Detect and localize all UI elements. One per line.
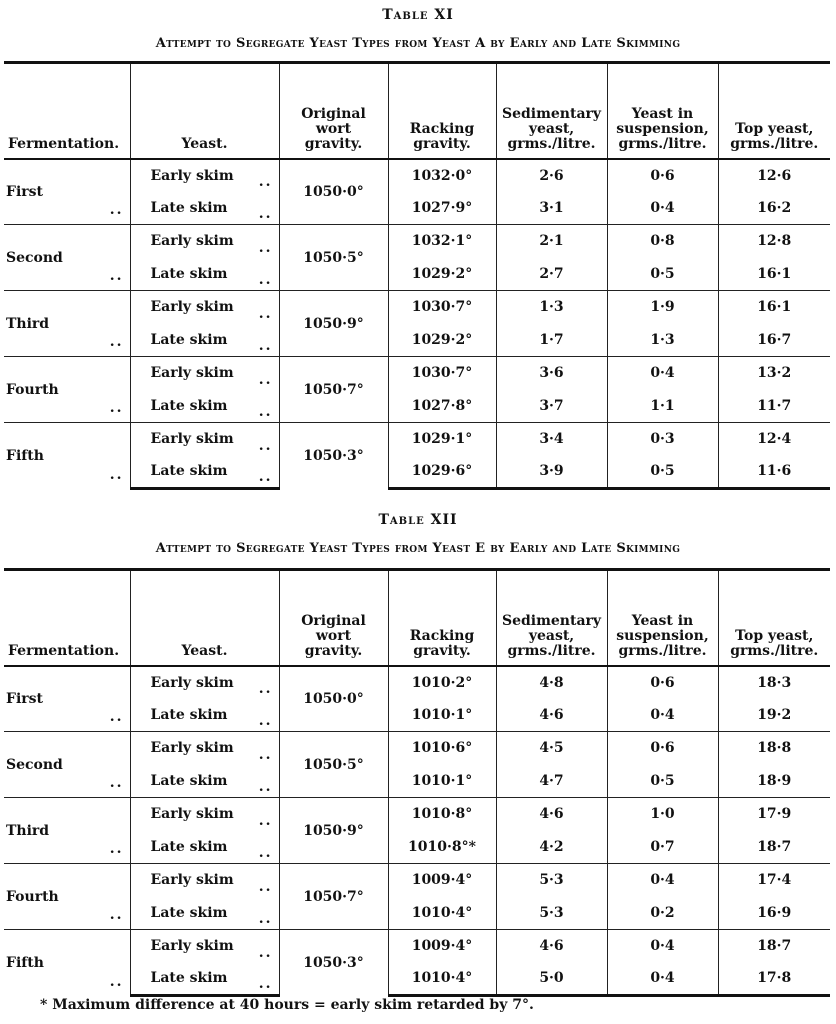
- racking-gravity-cell: 1009·4°: [388, 930, 496, 963]
- top-yeast-cell: 12·6: [718, 159, 830, 192]
- table-row: [4, 666, 830, 699]
- racking-gravity-cell: 1029·1°: [388, 423, 496, 456]
- sedimentary-cell: 4·6: [496, 930, 607, 963]
- sedimentary-cell: 4·2: [496, 831, 607, 864]
- sedimentary-cell: 5·0: [496, 963, 607, 996]
- fermentation-cell: Fifth ..: [4, 423, 130, 489]
- table-row: [4, 291, 830, 324]
- original-gravity-cell: 1050·0°: [279, 666, 388, 732]
- header-sedimentary-yeast: Sedimentary yeast, grms./litre.: [496, 63, 607, 159]
- suspension-cell: 0·3: [607, 423, 718, 456]
- table-xii-subtitle: Attempt to Segregate Yeast Types from Yeast E by Early and Late Skimming: [155, 541, 681, 556]
- header-top-yeast: Top yeast, grms./litre.: [718, 63, 830, 159]
- suspension-cell: 0·8: [607, 225, 718, 258]
- top-yeast-cell: 12·4: [718, 423, 830, 456]
- racking-gravity-cell: 1032·1°: [388, 225, 496, 258]
- top-yeast-cell: 16·9: [718, 897, 830, 930]
- racking-gravity-cell: 1010·1°: [388, 699, 496, 732]
- original-gravity-cell: 1050·3°: [279, 423, 388, 489]
- top-yeast-cell: 17·4: [718, 864, 830, 897]
- suspension-cell: 0·4: [607, 192, 718, 225]
- sedimentary-cell: 1·3: [496, 291, 607, 324]
- yeast-cell: Early skim ..: [130, 798, 279, 831]
- top-yeast-cell: 18·9: [718, 765, 830, 798]
- top-yeast-cell: 18·7: [718, 831, 830, 864]
- fermentation-cell: Second ..: [4, 732, 130, 798]
- header-yeast-in-suspension: Yeast in suspension, grms./litre.: [607, 63, 718, 159]
- suspension-cell: 0·4: [607, 699, 718, 732]
- table-xii-title: Table XII: [378, 512, 458, 528]
- table-row: [4, 798, 830, 831]
- top-yeast-cell: 12·8: [718, 225, 830, 258]
- sedimentary-cell: 3·4: [496, 423, 607, 456]
- original-gravity-cell: 1050·7°: [279, 864, 388, 930]
- top-yeast-cell: 18·7: [718, 930, 830, 963]
- suspension-cell: 0·4: [607, 357, 718, 390]
- racking-gravity-cell: 1027·8°: [388, 390, 496, 423]
- header-fermentation: Fermentation.: [4, 570, 130, 666]
- fermentation-cell: Second ..: [4, 225, 130, 291]
- header-top-yeast: Top yeast, grms./litre.: [718, 570, 830, 666]
- original-gravity-cell: 1050·9°: [279, 798, 388, 864]
- suspension-cell: 0·4: [607, 930, 718, 963]
- yeast-cell: Late skim ..: [130, 831, 279, 864]
- yeast-cell: Late skim ..: [130, 765, 279, 798]
- suspension-cell: 0·4: [607, 963, 718, 996]
- racking-gravity-cell: 1010·8°: [388, 798, 496, 831]
- top-yeast-cell: 11·7: [718, 390, 830, 423]
- yeast-cell: Late skim ..: [130, 324, 279, 357]
- yeast-cell: Late skim ..: [130, 390, 279, 423]
- fermentation-cell: First ..: [4, 666, 130, 732]
- sedimentary-cell: 1·7: [496, 324, 607, 357]
- yeast-cell: Early skim ..: [130, 357, 279, 390]
- table-row: [4, 357, 830, 390]
- yeast-cell: Late skim ..: [130, 963, 279, 996]
- original-gravity-cell: 1050·9°: [279, 291, 388, 357]
- original-gravity-cell: 1050·3°: [279, 930, 388, 996]
- yeast-cell: Late skim ..: [130, 192, 279, 225]
- header-fermentation: Fermentation.: [4, 63, 130, 159]
- racking-gravity-cell: 1027·9°: [388, 192, 496, 225]
- top-yeast-cell: 16·1: [718, 291, 830, 324]
- top-yeast-cell: 13·2: [718, 357, 830, 390]
- suspension-cell: 0·4: [607, 864, 718, 897]
- racking-gravity-cell: 1029·6°: [388, 456, 496, 489]
- header-sedimentary-yeast: Sedimentary yeast, grms./litre.: [496, 570, 607, 666]
- header-original-wort-gravity: Original wort gravity.: [279, 63, 388, 159]
- table-row: [4, 930, 830, 963]
- yeast-cell: Early skim ..: [130, 732, 279, 765]
- header-yeast-in-suspension: Yeast in suspension, grms./litre.: [607, 570, 718, 666]
- table-xi-header-row: [4, 63, 830, 159]
- top-yeast-cell: 18·8: [718, 732, 830, 765]
- yeast-cell: Early skim ..: [130, 423, 279, 456]
- suspension-cell: 0·6: [607, 666, 718, 699]
- fermentation-cell: Third ..: [4, 798, 130, 864]
- footnote: * Maximum difference at 40 hours = early skim retarded by 7°.: [40, 997, 534, 1013]
- racking-gravity-cell: 1010·4°: [388, 963, 496, 996]
- sedimentary-cell: 3·1: [496, 192, 607, 225]
- top-yeast-cell: 17·9: [718, 798, 830, 831]
- header-racking-gravity: Racking gravity.: [388, 570, 496, 666]
- original-gravity-cell: 1050·5°: [279, 732, 388, 798]
- original-gravity-cell: 1050·5°: [279, 225, 388, 291]
- table-xii-header-row: [4, 570, 830, 666]
- suspension-cell: 0·7: [607, 831, 718, 864]
- table-xii: [4, 568, 830, 997]
- suspension-cell: 0·6: [607, 159, 718, 192]
- original-gravity-cell: 1050·7°: [279, 357, 388, 423]
- yeast-cell: Late skim ..: [130, 258, 279, 291]
- suspension-cell: 0·2: [607, 897, 718, 930]
- suspension-cell: 1·0: [607, 798, 718, 831]
- sedimentary-cell: 2·6: [496, 159, 607, 192]
- sedimentary-cell: 3·7: [496, 390, 607, 423]
- header-original-wort-gravity: Original wort gravity.: [279, 570, 388, 666]
- racking-gravity-cell: 1010·8°*: [388, 831, 496, 864]
- sedimentary-cell: 4·8: [496, 666, 607, 699]
- header-racking-gravity: Racking gravity.: [388, 63, 496, 159]
- racking-gravity-cell: 1010·4°: [388, 897, 496, 930]
- header-yeast: Yeast.: [130, 570, 279, 666]
- suspension-cell: 0·5: [607, 456, 718, 489]
- table-row: [4, 225, 830, 258]
- sedimentary-cell: 4·7: [496, 765, 607, 798]
- top-yeast-cell: 11·6: [718, 456, 830, 489]
- yeast-cell: Late skim ..: [130, 897, 279, 930]
- header-yeast: Yeast.: [130, 63, 279, 159]
- fermentation-cell: Fourth ..: [4, 357, 130, 423]
- original-gravity-cell: 1050·0°: [279, 159, 388, 225]
- top-yeast-cell: 17·8: [718, 963, 830, 996]
- table-row: [4, 159, 830, 192]
- suspension-cell: 1·9: [607, 291, 718, 324]
- top-yeast-cell: 16·1: [718, 258, 830, 291]
- suspension-cell: 0·6: [607, 732, 718, 765]
- yeast-cell: Early skim ..: [130, 666, 279, 699]
- racking-gravity-cell: 1010·6°: [388, 732, 496, 765]
- yeast-cell: Late skim ..: [130, 456, 279, 489]
- fermentation-cell: Third ..: [4, 291, 130, 357]
- sedimentary-cell: 4·6: [496, 699, 607, 732]
- table-row: [4, 732, 830, 765]
- racking-gravity-cell: 1032·0°: [388, 159, 496, 192]
- yeast-cell: Early skim ..: [130, 225, 279, 258]
- suspension-cell: 1·1: [607, 390, 718, 423]
- racking-gravity-cell: 1010·2°: [388, 666, 496, 699]
- table-xi-subtitle: Attempt to Segregate Yeast Types from Yeast A by Early and Late Skimming: [155, 36, 681, 51]
- sedimentary-cell: 3·9: [496, 456, 607, 489]
- sedimentary-cell: 5·3: [496, 864, 607, 897]
- table-xi-title: Table XI: [382, 7, 454, 23]
- sedimentary-cell: 5·3: [496, 897, 607, 930]
- sedimentary-cell: 3·6: [496, 357, 607, 390]
- racking-gravity-cell: 1030·7°: [388, 357, 496, 390]
- sedimentary-cell: 4·5: [496, 732, 607, 765]
- top-yeast-cell: 18·3: [718, 666, 830, 699]
- yeast-cell: Early skim ..: [130, 864, 279, 897]
- table-row: [4, 864, 830, 897]
- suspension-cell: 0·5: [607, 765, 718, 798]
- fermentation-cell: First ..: [4, 159, 130, 225]
- suspension-cell: 0·5: [607, 258, 718, 291]
- suspension-cell: 1·3: [607, 324, 718, 357]
- racking-gravity-cell: 1029·2°: [388, 258, 496, 291]
- table-xi: [4, 61, 830, 490]
- top-yeast-cell: 16·7: [718, 324, 830, 357]
- sedimentary-cell: 2·7: [496, 258, 607, 291]
- racking-gravity-cell: 1029·2°: [388, 324, 496, 357]
- racking-gravity-cell: 1010·1°: [388, 765, 496, 798]
- racking-gravity-cell: 1009·4°: [388, 864, 496, 897]
- sedimentary-cell: 4·6: [496, 798, 607, 831]
- fermentation-cell: Fourth ..: [4, 864, 130, 930]
- fermentation-cell: Fifth ..: [4, 930, 130, 996]
- yeast-cell: Early skim ..: [130, 159, 279, 192]
- yeast-cell: Early skim ..: [130, 291, 279, 324]
- top-yeast-cell: 19·2: [718, 699, 830, 732]
- yeast-cell: Early skim ..: [130, 930, 279, 963]
- racking-gravity-cell: 1030·7°: [388, 291, 496, 324]
- table-row: [4, 423, 830, 456]
- yeast-cell: Late skim ..: [130, 699, 279, 732]
- top-yeast-cell: 16·2: [718, 192, 830, 225]
- sedimentary-cell: 2·1: [496, 225, 607, 258]
